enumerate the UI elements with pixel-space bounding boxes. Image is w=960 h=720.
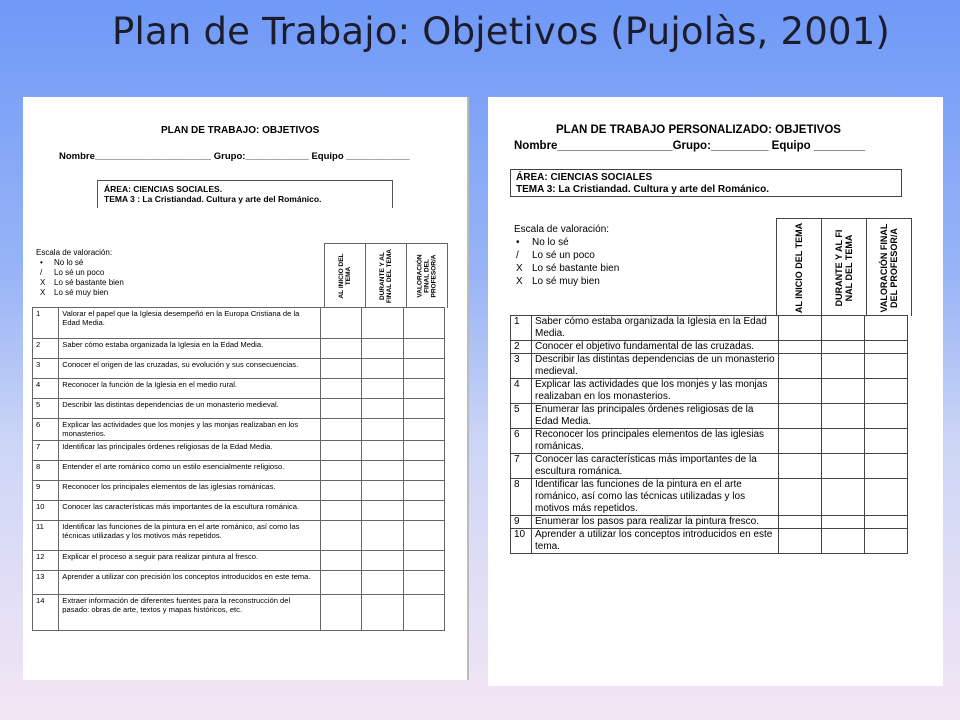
rating-cell[interactable] bbox=[403, 379, 444, 399]
rating-cell[interactable] bbox=[362, 501, 403, 521]
rating-cell[interactable] bbox=[403, 399, 444, 419]
objective-row bbox=[511, 354, 908, 379]
left-form-name-line: Nombre______________________ Grupo:____________ Equipo ____________ bbox=[59, 151, 410, 162]
column-header-start: AL INICIO DEL TEMA bbox=[794, 222, 804, 313]
rating-cell[interactable] bbox=[779, 316, 822, 341]
rating-cell[interactable] bbox=[320, 551, 361, 571]
right-form-name-line: Nombre__________________Grupo:_________ Equipo ________ bbox=[514, 140, 865, 152]
right-form-area-box bbox=[510, 169, 902, 197]
rating-cell[interactable] bbox=[320, 501, 361, 521]
rating-cell[interactable] bbox=[822, 429, 865, 454]
rating-cell[interactable] bbox=[403, 359, 444, 379]
objective-text: Enumerar las principales órdenes religiosas de la Edad Media. bbox=[532, 404, 779, 429]
objective-text: Explicar las actividades que los monjes y las monjas realizaban en los monasterios. bbox=[532, 379, 779, 404]
rating-cell[interactable] bbox=[779, 404, 822, 429]
rating-cell[interactable] bbox=[320, 379, 361, 399]
left-form-area: ÁREA: CIENCIAS SOCIALES. bbox=[104, 184, 223, 194]
objective-number: 1 bbox=[33, 308, 59, 339]
objective-text: Reconocer los principales elementos de las iglesias románicas. bbox=[59, 481, 321, 501]
objective-row bbox=[511, 404, 908, 429]
rating-cell[interactable] bbox=[362, 359, 403, 379]
left-scale-title: Escala de valoración: bbox=[36, 248, 113, 257]
left-form-area-box bbox=[97, 180, 393, 208]
objective-row bbox=[33, 419, 445, 441]
objective-row bbox=[33, 461, 445, 481]
rating-cell[interactable] bbox=[779, 516, 822, 529]
objective-row bbox=[33, 595, 445, 631]
rating-cell[interactable] bbox=[865, 516, 908, 529]
objective-row bbox=[511, 341, 908, 354]
rating-cell[interactable] bbox=[320, 339, 361, 359]
left-scale-item: / Lo sé un poco bbox=[40, 268, 105, 277]
rating-cell[interactable] bbox=[822, 354, 865, 379]
rating-cell[interactable] bbox=[362, 595, 403, 631]
rating-cell[interactable] bbox=[865, 354, 908, 379]
rating-cell[interactable] bbox=[320, 359, 361, 379]
objective-row bbox=[33, 481, 445, 501]
objective-number: 5 bbox=[33, 399, 59, 419]
objective-text: Describir las distintas dependencias de un monasterio medieval. bbox=[59, 399, 321, 419]
objective-row bbox=[33, 379, 445, 399]
objective-number: 9 bbox=[33, 481, 59, 501]
right-form-area: ÁREA: CIENCIAS SOCIALES bbox=[516, 172, 653, 183]
objective-number: 6 bbox=[511, 429, 532, 454]
column-header-during: DURANTE Y AL FINAL DEL TEMA bbox=[365, 244, 406, 308]
rating-cell[interactable] bbox=[403, 571, 444, 595]
rating-cell[interactable] bbox=[865, 429, 908, 454]
slide-title: Plan de Trabajo: Objetivos (Pujolàs, 2001) bbox=[112, 10, 891, 53]
objective-number: 1 bbox=[511, 316, 532, 341]
rating-cell[interactable] bbox=[822, 529, 865, 554]
objective-text: Aprender a utilizar los conceptos introducidos en este tema. bbox=[532, 529, 779, 554]
rating-cell[interactable] bbox=[865, 341, 908, 354]
objective-number: 10 bbox=[33, 501, 59, 521]
left-form-scale bbox=[36, 248, 124, 298]
rating-cell[interactable] bbox=[362, 339, 403, 359]
rating-cell[interactable] bbox=[320, 308, 361, 339]
rating-cell[interactable] bbox=[779, 429, 822, 454]
rating-cell[interactable] bbox=[865, 479, 908, 516]
rating-cell[interactable] bbox=[362, 379, 403, 399]
left-form-column-headers bbox=[324, 243, 448, 308]
left-scale-item: • No lo sé bbox=[40, 258, 84, 267]
rating-cell[interactable] bbox=[362, 571, 403, 595]
rating-cell[interactable] bbox=[403, 339, 444, 359]
rating-cell[interactable] bbox=[779, 379, 822, 404]
objective-number: 2 bbox=[511, 341, 532, 354]
left-scale-item: X Lo sé muy bien bbox=[40, 288, 109, 297]
objective-number: 11 bbox=[33, 521, 59, 551]
objective-text: Identificar las funciones de la pintura en el arte románico, así como las técnicas utilizadas y los motivos más repetidos. bbox=[532, 479, 779, 516]
objective-row bbox=[33, 308, 445, 339]
objective-text: Enumerar los pasos para realizar la pintura fresco. bbox=[532, 516, 779, 529]
objective-text: Explicar las actividades que los monjes y las monjas realizaban en los monasterios. bbox=[59, 419, 321, 441]
left-form-page bbox=[23, 97, 469, 680]
objective-number: 4 bbox=[511, 379, 532, 404]
column-header-teacher: VALORACIÓN FINAL DEL PROFESOR/A bbox=[406, 244, 447, 308]
right-form-page bbox=[488, 97, 943, 686]
objective-text: Describir las distintas dependencias de un monasterio medieval. bbox=[532, 354, 779, 379]
column-header-teacher: VALORACIÓN FINAL DEL PROFESOR/A bbox=[866, 219, 911, 316]
rating-cell[interactable] bbox=[865, 404, 908, 429]
objective-row bbox=[33, 399, 445, 419]
rating-cell[interactable] bbox=[320, 521, 361, 551]
right-scale-item: X Lo sé bastante bien bbox=[516, 263, 620, 274]
rating-cell[interactable] bbox=[320, 595, 361, 631]
rating-cell[interactable] bbox=[779, 479, 822, 516]
rating-cell[interactable] bbox=[362, 521, 403, 551]
rating-cell[interactable] bbox=[403, 461, 444, 481]
rating-cell[interactable] bbox=[403, 501, 444, 521]
objective-text: Saber cómo estaba organizada la Iglesia en la Edad Media. bbox=[59, 339, 321, 359]
left-scale-item: X Lo sé bastante bien bbox=[40, 278, 124, 287]
objective-text: Reconocer la función de la Iglesia en el medio rural. bbox=[59, 379, 321, 399]
rating-cell[interactable] bbox=[320, 571, 361, 595]
rating-cell[interactable] bbox=[403, 441, 444, 461]
objective-text: Reconocer los principales elementos de las iglesias románicas. bbox=[532, 429, 779, 454]
rating-cell[interactable] bbox=[865, 454, 908, 479]
rating-cell[interactable] bbox=[320, 461, 361, 481]
rating-cell[interactable] bbox=[822, 341, 865, 354]
objective-text: Conocer el objetivo fundamental de las cruzadas. bbox=[532, 341, 779, 354]
left-form-title: PLAN DE TRABAJO: OBJETIVOS bbox=[161, 125, 320, 136]
rating-cell[interactable] bbox=[865, 529, 908, 554]
rating-cell[interactable] bbox=[779, 354, 822, 379]
objective-number: 2 bbox=[33, 339, 59, 359]
right-objectives-table bbox=[510, 315, 908, 554]
objective-text: Saber cómo estaba organizada la Iglesia en la Edad Media. bbox=[532, 316, 779, 341]
rating-cell[interactable] bbox=[822, 516, 865, 529]
objective-number: 7 bbox=[33, 441, 59, 461]
objective-number: 3 bbox=[33, 359, 59, 379]
objective-text: Valorar el papel que la Iglesia desempeñó en la Europa Cristiana de la Edad Media. bbox=[59, 308, 321, 339]
objective-row bbox=[511, 429, 908, 454]
objective-number: 3 bbox=[511, 354, 532, 379]
rating-cell[interactable] bbox=[403, 521, 444, 551]
objective-row bbox=[511, 454, 908, 479]
rating-cell[interactable] bbox=[403, 595, 444, 631]
objective-number: 8 bbox=[511, 479, 532, 516]
right-scale-item: / Lo sé un poco bbox=[516, 250, 595, 261]
objective-text: Explicar el proceso a seguir para realizar pintura al fresco. bbox=[59, 551, 321, 571]
rating-cell[interactable] bbox=[865, 316, 908, 341]
rating-cell[interactable] bbox=[362, 399, 403, 419]
rating-cell[interactable] bbox=[865, 379, 908, 404]
rating-cell[interactable] bbox=[403, 551, 444, 571]
rating-cell[interactable] bbox=[362, 481, 403, 501]
rating-cell[interactable] bbox=[403, 419, 444, 441]
left-form-theme: TEMA 3 : La Cristiandad. Cultura y arte del Románico. bbox=[104, 194, 322, 204]
objective-text: Identificar las funciones de la pintura en el arte románico, así como las técnicas utilizadas y los motivos más repetidos. bbox=[59, 521, 321, 551]
objective-number: 4 bbox=[33, 379, 59, 399]
objective-text: Conocer el origen de las cruzadas, su evolución y sus consecuencias. bbox=[59, 359, 321, 379]
objective-row bbox=[511, 479, 908, 516]
objective-text: Entender el arte románico como un estilo esencialmente religioso. bbox=[59, 461, 321, 481]
objective-text: Aprender a utilizar con precisión los conceptos introducidos en este tema. bbox=[59, 571, 321, 595]
rating-cell[interactable] bbox=[822, 404, 865, 429]
right-form-theme: TEMA 3: La Cristiandad. Cultura y arte del Románico. bbox=[516, 184, 770, 195]
rating-cell[interactable] bbox=[779, 454, 822, 479]
objective-row bbox=[511, 516, 908, 529]
objective-number: 12 bbox=[33, 551, 59, 571]
objective-row bbox=[33, 359, 445, 379]
objective-row bbox=[33, 521, 445, 551]
right-form-title: PLAN DE TRABAJO PERSONALIZADO: OBJETIVOS bbox=[556, 124, 841, 136]
objective-number: 9 bbox=[511, 516, 532, 529]
left-objectives-table bbox=[32, 307, 445, 631]
objective-row bbox=[33, 501, 445, 521]
rating-cell[interactable] bbox=[320, 441, 361, 461]
rating-cell[interactable] bbox=[779, 341, 822, 354]
objective-number: 10 bbox=[511, 529, 532, 554]
rating-cell[interactable] bbox=[320, 399, 361, 419]
rating-cell[interactable] bbox=[822, 454, 865, 479]
objective-number: 13 bbox=[33, 571, 59, 595]
objective-text: Conocer las características más importantes de la escultura románica. bbox=[59, 501, 321, 521]
rating-cell[interactable] bbox=[779, 529, 822, 554]
rating-cell[interactable] bbox=[320, 419, 361, 441]
rating-cell[interactable] bbox=[822, 316, 865, 341]
objective-text: Identificar las principales órdenes religiosas de la Edad Media. bbox=[59, 441, 321, 461]
objective-number: 7 bbox=[511, 454, 532, 479]
column-header-during: DURANTE Y AL FI NAL DEL TEMA bbox=[821, 219, 866, 316]
objective-row bbox=[511, 316, 908, 341]
column-header-start: AL INICIO DEL TEMA bbox=[338, 253, 352, 299]
rating-cell[interactable] bbox=[403, 481, 444, 501]
objective-row bbox=[511, 379, 908, 404]
right-scale-title: Escala de valoración: bbox=[514, 224, 610, 235]
objective-text: Extraer información de diferentes fuentes para la reconstrucción del pasado: obras de arte, textos y mapas históricos, etc. bbox=[59, 595, 321, 631]
rating-cell[interactable] bbox=[362, 441, 403, 461]
right-form-column-headers bbox=[776, 218, 912, 316]
rating-cell[interactable] bbox=[362, 308, 403, 339]
objective-row bbox=[33, 441, 445, 461]
right-scale-item: X Lo sé muy bien bbox=[516, 276, 600, 287]
rating-cell[interactable] bbox=[822, 379, 865, 404]
objective-number: 14 bbox=[33, 595, 59, 631]
objective-text: Conocer las características más importantes de la escultura románica. bbox=[532, 454, 779, 479]
rating-cell[interactable] bbox=[362, 461, 403, 481]
objective-number: 6 bbox=[33, 419, 59, 441]
right-scale-item: • No lo sé bbox=[516, 237, 569, 248]
rating-cell[interactable] bbox=[320, 481, 361, 501]
rating-cell[interactable] bbox=[403, 308, 444, 339]
right-form-scale bbox=[514, 223, 619, 288]
objective-number: 8 bbox=[33, 461, 59, 481]
rating-cell[interactable] bbox=[362, 551, 403, 571]
objective-number: 5 bbox=[511, 404, 532, 429]
objective-row bbox=[511, 529, 908, 554]
objective-row bbox=[33, 571, 445, 595]
objective-row bbox=[33, 551, 445, 571]
rating-cell[interactable] bbox=[362, 419, 403, 441]
objective-row bbox=[33, 339, 445, 359]
rating-cell[interactable] bbox=[822, 479, 865, 516]
